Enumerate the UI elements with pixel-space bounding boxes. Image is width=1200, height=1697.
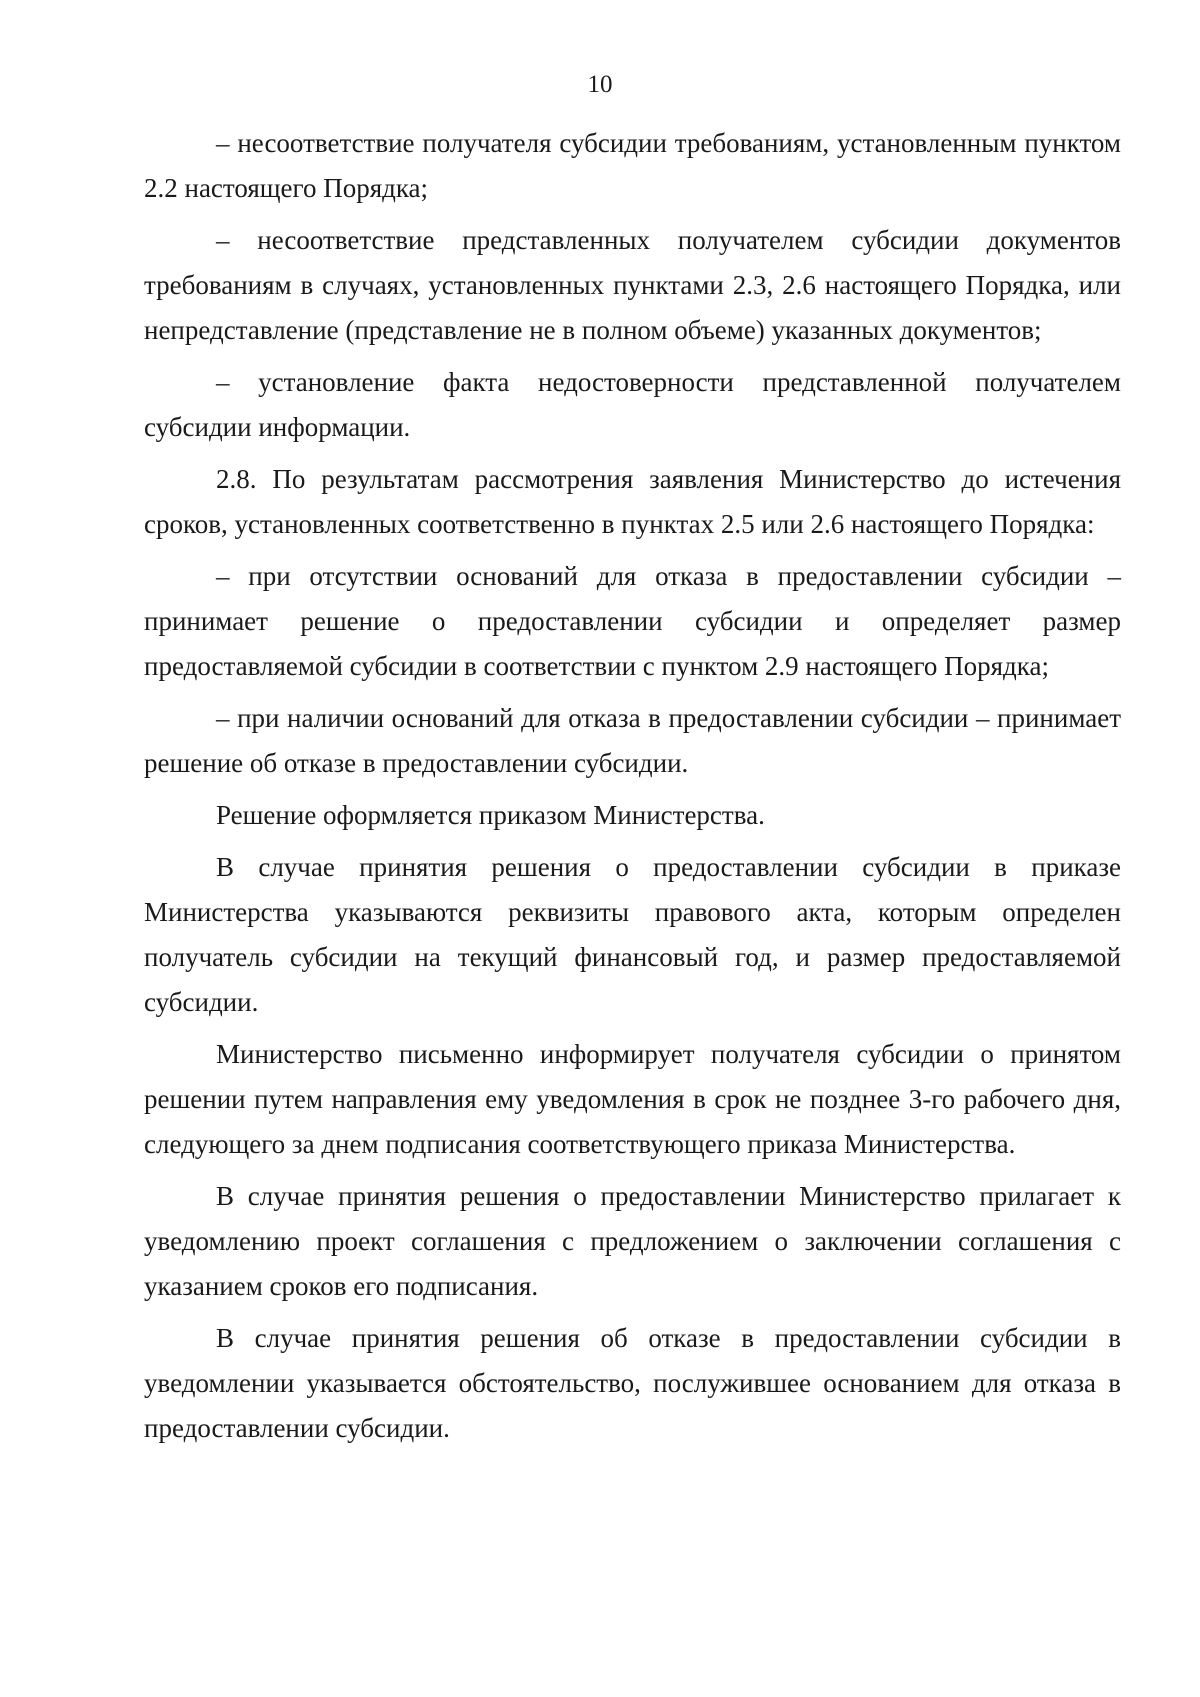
paragraph-9: Министерство письменно информирует получателя субсидии о принятом решении путем направления ему уведомления в срок не позднее 3-го рабочего дня, следующего за днем подписания соответствующего приказа Министерства. <box>144 1039 1121 1159</box>
document-body <box>144 121 1121 1458</box>
paragraph-6: – при наличии оснований для отказа в предоставлении субсидии – принимает решение об отказе в предоставлении субсидии. <box>144 703 1121 778</box>
page-number: 10 <box>587 71 613 98</box>
paragraph-4: 2.8. По результатам рассмотрения заявления Министерство до истечения сроков, установленных соответственно в пунктах 2.5 или 2.6 настоящего Порядка: <box>144 464 1121 539</box>
paragraph-5: – при отсутствии оснований для отказа в предоставлении субсидии – принимает решение о предоставлении субсидии и определяет размер предоставляемой субсидии в соответствии с пунктом 2.9 настоящего Порядка; <box>144 561 1121 681</box>
paragraph-11: В случае принятия решения об отказе в предоставлении субсидии в уведомлении указывается обстоятельство, послужившее основанием для отказа в предоставлении субсидии. <box>144 1323 1121 1443</box>
paragraph-7: Решение оформляется приказом Министерства. <box>216 800 765 830</box>
paragraph-10: В случае принятия решения о предоставлении Министерство прилагает к уведомлению проект соглашения с предложением о заключении соглашения с указанием сроков его подписания. <box>144 1181 1121 1301</box>
paragraph-3: – установление факта недостоверности представленной получателем субсидии информации. <box>144 367 1121 442</box>
paragraph-2: – несоответствие представленных получателем субсидии документов требованиям в случаях, установленных пунктами 2.3, 2.6 настоящего Порядка, или непредставление (представление не в полном объеме) указанных документов; <box>144 225 1121 345</box>
paragraph-8: В случае принятия решения о предоставлении субсидии в приказе Министерства указываются реквизиты правового акта, которым определен получатель субсидии на текущий финансовый год, и размер предоставляемой субсидии. <box>144 852 1121 1017</box>
paragraph-1: – несоответствие получателя субсидии требованиям, установленным пунктом 2.2 настоящего Порядка; <box>144 128 1121 203</box>
